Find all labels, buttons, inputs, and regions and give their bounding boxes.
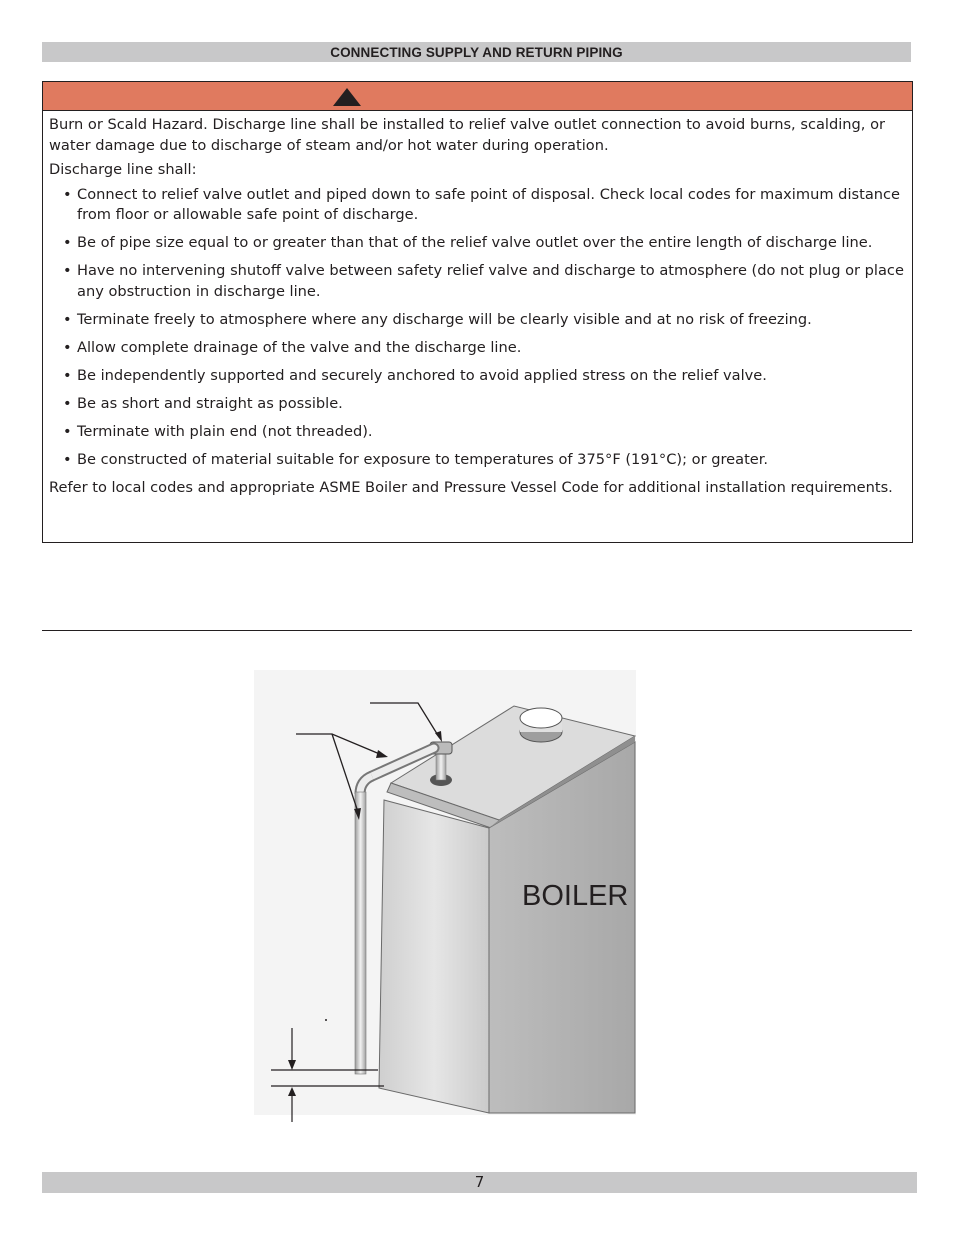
warning-intro: Burn or Scald Hazard. Discharge line shall be installed to relief valve outlet connection to avoid burns, scalding, or water damage due to discharge of steam and/or hot water during operation.	[49, 116, 885, 154]
warning-list	[49, 185, 906, 471]
bullet-icon: •	[63, 366, 72, 384]
page-footer	[42, 1172, 917, 1193]
list-item: • Connect to relief valve outlet and piped down to safe point of disposal. Check local codes for maximum distance from floor or allowable safe point of discharge.	[63, 185, 901, 223]
page-number: 7	[474, 1173, 485, 1191]
section-title: CONNECTING SUPPLY AND RETURN PIPING	[330, 45, 623, 60]
list-item: • Have no intervening shutoff valve between safety relief valve and discharge to atmosphere (do not plug or place any obstruction in discharge line.	[63, 262, 904, 300]
boiler-illustration	[254, 670, 636, 1125]
discharge-pipe-vertical	[355, 792, 366, 1074]
bullet-icon: •	[63, 185, 72, 203]
bullet-icon: •	[63, 234, 72, 251]
list-item: • Be of pipe size equal to or greater than that of the relief valve outlet over the entire length of discharge line.	[63, 233, 906, 254]
bullet-icon: •	[63, 394, 72, 412]
boiler-front-face	[379, 800, 489, 1113]
section-header	[42, 42, 911, 62]
list-item: • Be constructed of material suitable for exposure to temperatures of 375°F (191°C); or greater.	[63, 450, 906, 471]
warning-header	[43, 82, 912, 111]
bullet-icon: •	[63, 262, 72, 279]
list-item: • Terminate freely to atmosphere where any discharge will be clearly visible and at no risk of freezing.	[63, 310, 906, 331]
boiler-label: BOILER	[522, 880, 629, 912]
warning-body	[43, 111, 912, 498]
bullet-icon: •	[63, 422, 72, 440]
list-item: • Be as short and straight as possible.	[63, 394, 906, 415]
list-item: • Allow complete drainage of the valve and the discharge line.	[63, 338, 906, 359]
warning-lead: Discharge line shall:	[49, 161, 197, 178]
warning-triangle-icon	[333, 88, 361, 106]
bullet-icon: •	[63, 338, 72, 356]
boiler-figure	[254, 670, 636, 1125]
bullet-icon: •	[63, 310, 72, 328]
list-item: • Terminate with plain end (not threaded).	[63, 422, 906, 443]
warning-footer: Refer to local codes and appropriate ASME Boiler and Pressure Vessel Code for additional installation requirements.	[49, 478, 893, 496]
bullet-icon: •	[63, 450, 72, 468]
list-item: • Be independently supported and securely anchored to avoid applied stress on the relief valve.	[63, 366, 906, 387]
section-divider	[42, 630, 912, 631]
warning-box	[42, 81, 913, 543]
